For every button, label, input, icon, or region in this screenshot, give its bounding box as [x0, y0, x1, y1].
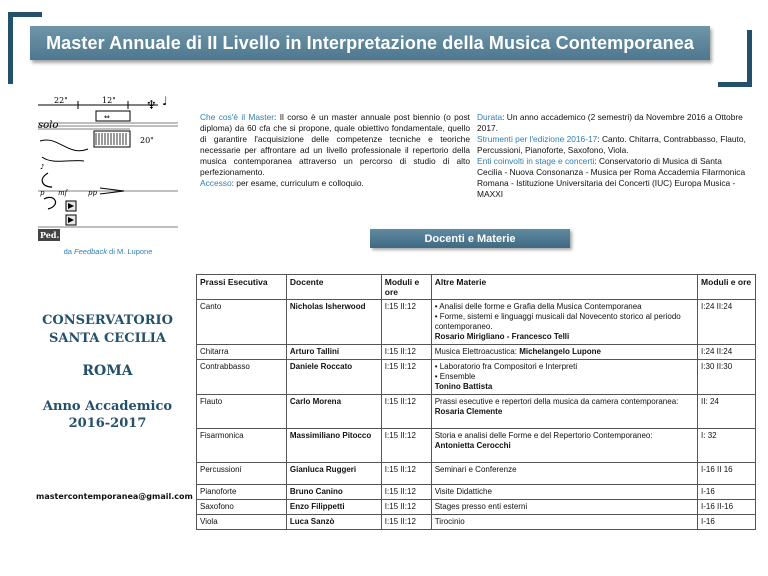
- subject-teacher: Antonietta Cerocchi: [434, 441, 511, 450]
- hours-cell: II: 24: [698, 395, 756, 429]
- modules-cell: I:15 II:12: [381, 395, 431, 429]
- subject-teacher: Tonino Battista: [434, 382, 493, 391]
- page-title: Master Annuale di II Livello in Interpretazione della Musica Contemporanea: [46, 32, 694, 53]
- score-solo-mark: solo: [38, 120, 59, 131]
- teacher-cell: Luca Sanzò: [286, 515, 381, 530]
- svg-text:⇔: ⇔: [104, 113, 110, 121]
- teacher-cell: Enzo Filippetti: [286, 500, 381, 515]
- svg-text:♆: ♆: [146, 98, 157, 112]
- score-dynamic-mark: pp: [88, 189, 97, 197]
- hours-cell: I-16: [698, 515, 756, 530]
- duration-text: : Un anno accademico (2 semestri) da Novembre 2016 a Ottobre 2017.: [477, 112, 743, 133]
- instruments-label: Strumenti per l'edizione 2016-17: [477, 134, 598, 144]
- table-row: [197, 429, 756, 463]
- modules-cell: I:15 II:12: [381, 345, 431, 360]
- subject-teacher: Rosaria Clemente: [434, 407, 503, 416]
- subject-cell: Musica Elettroacustica: Michelangelo Lupone: [431, 345, 697, 360]
- hours-cell: I-16: [698, 485, 756, 500]
- subject-cell: [431, 485, 697, 500]
- title-bar: [30, 26, 710, 60]
- teacher-cell: Carlo Morena: [286, 395, 381, 429]
- score-dynamic-mark: p: [40, 189, 45, 197]
- subject-cell: [431, 500, 697, 515]
- score-caption: da Feedback di M. Lupone: [63, 247, 153, 256]
- course-details: [477, 112, 747, 200]
- modules-cell: I:15 II:12: [381, 300, 431, 345]
- institution-name: CONSERVATORIO SANTA CECILIA: [42, 313, 173, 346]
- column-header: Docente: [286, 275, 381, 300]
- instrument-cell: Saxofono: [197, 500, 287, 515]
- subject-cell: [431, 429, 697, 463]
- subject-cell: [431, 300, 697, 345]
- instrument-cell: Flauto: [197, 395, 287, 429]
- subject-line: Stages presso enti esterni: [434, 502, 528, 511]
- table-row: [197, 485, 756, 500]
- modules-cell: I:15 II:12: [381, 429, 431, 463]
- table-row: [197, 515, 756, 530]
- score-caption-work: Feedback: [74, 247, 107, 256]
- modules-cell: I:15 II:12: [381, 515, 431, 530]
- subject-line: • Ensemble: [434, 372, 476, 381]
- svg-text:♩: ♩: [162, 95, 168, 108]
- column-header: Prassi Esecutiva: [197, 275, 287, 300]
- table-row: [197, 345, 756, 360]
- hours-cell: I:30 II:30: [698, 360, 756, 395]
- table-row: [197, 463, 756, 485]
- subject-line: • Analisi delle forme e Grafia della Musica Contemporanea: [434, 302, 642, 311]
- column-header: Altre Materie: [431, 275, 697, 300]
- table-header-row: [197, 275, 756, 300]
- teacher-cell: Gianluca Ruggeri: [286, 463, 381, 485]
- score-dynamic-mark: mf: [58, 189, 68, 197]
- table-row: [197, 395, 756, 429]
- hours-cell: I-16 II-16: [698, 500, 756, 515]
- subject-line: • Laboratorio fra Compositori e Interpreti: [434, 362, 578, 371]
- frame-bracket-top-left-vertical: [8, 12, 13, 84]
- hours-cell: I:24 II:24: [698, 300, 756, 345]
- subject-cell: [431, 463, 697, 485]
- subject-cell: [431, 515, 697, 530]
- subject-line: Prassi esecutive e repertori della musica da camera contemporanea:: [434, 397, 679, 406]
- instruments-text: : Canto. Chitarra, Contrabbasso, Flauto, Percussioni, Pianoforte, Saxofono, Viola.: [477, 134, 746, 155]
- modules-cell: I:15 II:12: [381, 500, 431, 515]
- entities-text: : Conservatorio di Musica di Santa Cecilia - Nuova Consonanza - Musica per Roma Accademia Filarmonica Romana - Istituzione Universitaria dei Concerti (IUC) Europa Musica - MAXXI: [477, 156, 746, 199]
- table-row: [197, 360, 756, 395]
- access-text: : per esame, curriculum e colloquio.: [231, 178, 364, 188]
- what-text: : Il corso è un master annuale post biennio (o post diploma) da 60 cfa che si propone, quale obiettivo fondamentale, quello di garantire l'acquisizione delle competenze tecniche e teoriche necessarie per affrontare ad un livello professionale il repertorio della musica contemporanea attraverso un percorso di studio di alto perfezionamento.: [200, 112, 470, 177]
- intro-text: [200, 112, 470, 189]
- modules-cell: I:15 II:12: [381, 360, 431, 395]
- score-pedal-mark: Ped. 2: [40, 230, 68, 240]
- instrument-cell: Chitarra: [197, 345, 287, 360]
- frame-bracket-right-vertical: [747, 30, 752, 87]
- subject-teacher: Michelangelo Lupone: [519, 347, 601, 356]
- hours-cell: I-16 II 16: [698, 463, 756, 485]
- duration-label: Durata: [477, 112, 503, 122]
- frame-bracket-top-left-horizontal: [8, 12, 42, 17]
- teacher-cell: Nicholas Isherwood: [286, 300, 381, 345]
- table-row: [197, 500, 756, 515]
- teacher-cell: Arturo Tallini: [286, 345, 381, 360]
- subject-line: Storia e analisi delle Forme e del Repertorio Contemporaneo:: [434, 431, 653, 440]
- instrument-cell: Fisarmonica: [197, 429, 287, 463]
- academic-year: Anno Accademico 2016-2017: [42, 399, 173, 431]
- instrument-cell: Viola: [197, 515, 287, 530]
- teacher-cell: Massimiliano Pitocco: [286, 429, 381, 463]
- subject-line: Seminari e Conferenze: [434, 465, 517, 474]
- subject-line: • Forme, sistemi e linguaggi musicali dal Novecento storico al periodo contemporaneo.: [434, 312, 681, 331]
- contact-email[interactable]: mastercontemporanea@gmail.com: [36, 492, 193, 501]
- teacher-cell: Daniele Roccato: [286, 360, 381, 395]
- instrument-cell: Canto: [197, 300, 287, 345]
- instrument-cell: Percussioni: [197, 463, 287, 485]
- subject-line: Visite Didattiche: [434, 487, 492, 496]
- city: ROMA: [82, 363, 133, 379]
- modules-cell: I:15 II:12: [381, 463, 431, 485]
- hours-cell: I: 32: [698, 429, 756, 463]
- column-header: Moduli e ore: [381, 275, 431, 300]
- subject-cell: [431, 360, 697, 395]
- teachers-subjects-table: [196, 274, 756, 530]
- score-time-mark: 22": [54, 96, 68, 105]
- section-badge: Docenti e Materie: [370, 229, 570, 248]
- instrument-cell: Pianoforte: [197, 485, 287, 500]
- svg-text:♪: ♪: [40, 163, 45, 171]
- table-row: [197, 300, 756, 345]
- entities-label: Enti coinvolti in stage e concerti: [477, 156, 595, 166]
- score-excerpt-illustration: [38, 95, 178, 243]
- column-header: Moduli e ore: [698, 275, 756, 300]
- what-label: Che cos'è il Master: [200, 112, 275, 122]
- subject-teacher: Rosario Mirigliano - Francesco Telli: [434, 332, 570, 341]
- subject-line: Tirocinio: [434, 517, 465, 526]
- modules-cell: I:15 II:12: [381, 485, 431, 500]
- hours-cell: I:24 II:24: [698, 345, 756, 360]
- access-label: Accesso: [200, 178, 232, 188]
- score-time-mark: 12": [102, 96, 116, 105]
- score-time-mark: 20": [140, 136, 154, 145]
- subject-cell: [431, 395, 697, 429]
- instrument-cell: Contrabbasso: [197, 360, 287, 395]
- teacher-cell: Bruno Canino: [286, 485, 381, 500]
